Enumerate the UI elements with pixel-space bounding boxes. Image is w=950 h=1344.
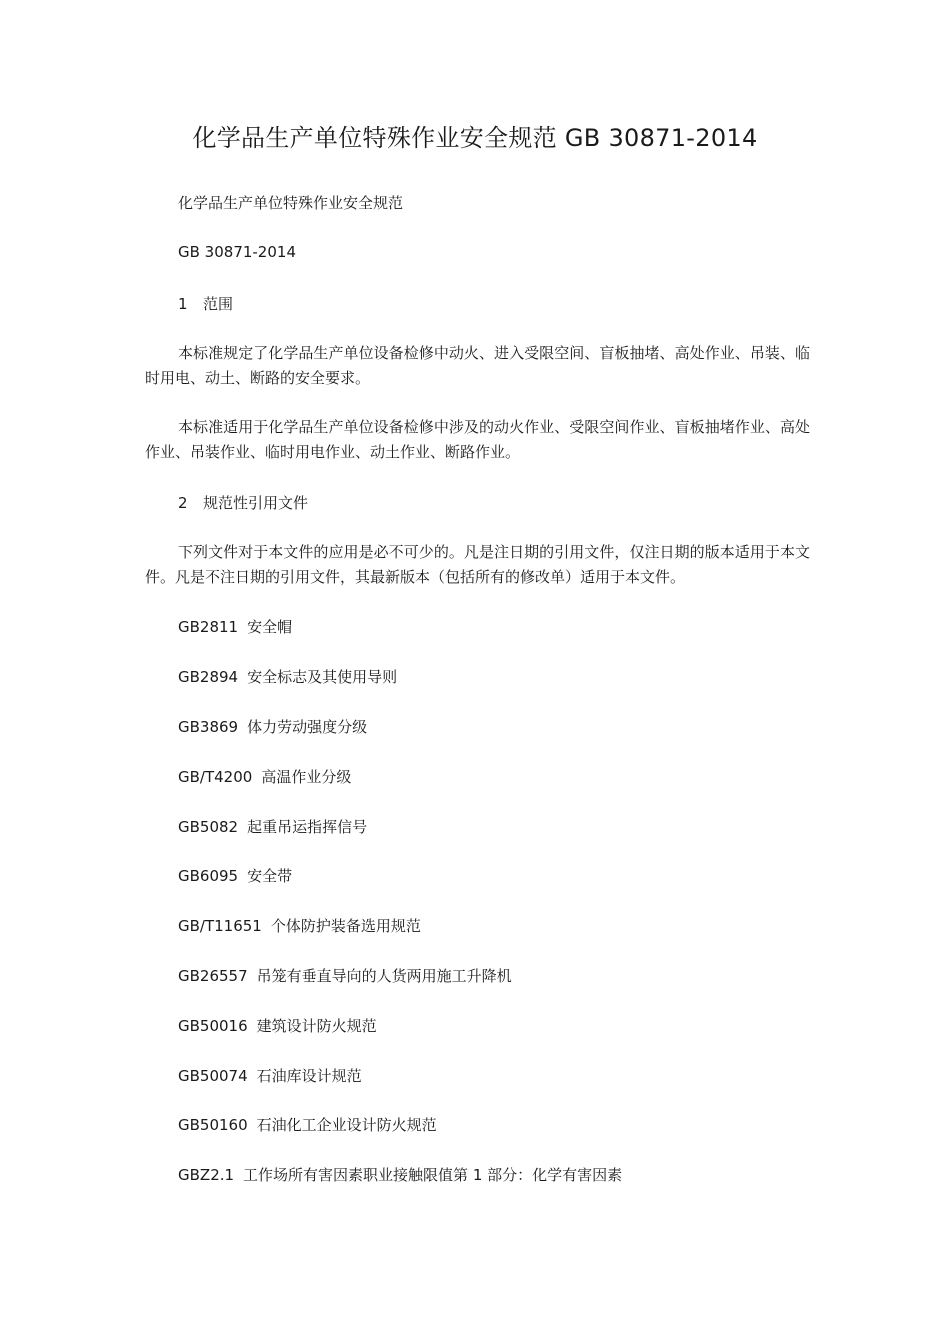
section-title: 规范性引用文件 (203, 494, 309, 512)
reference-title: 石油化工企业设计防火规范 (256, 1116, 437, 1134)
reference-title: 工作场所有害因素职业接触限值第 1 部分：化学有害因素 (243, 1166, 623, 1184)
reference-code: GB50074 (178, 1067, 248, 1085)
reference-code: GB/T4200 (178, 768, 253, 786)
document-subtitle: 化学品生产单位特殊作业安全规范 (178, 194, 404, 212)
reference-code: GB/T11651 (178, 917, 262, 935)
paragraph-scope-2: 本标准适用于化学品生产单位设备检修中涉及的动火作业、受限空间作业、盲板抽堵作业、高处作业、吊装作业、临时用电作业、动土作业、断路作业。 (145, 418, 810, 461)
reference-code: GB50016 (178, 1017, 248, 1035)
reference-title: 个体防护装备选用规范 (270, 917, 421, 935)
reference-item (178, 1114, 437, 1135)
section-number: 1 (178, 295, 188, 313)
reference-code: GB2894 (178, 668, 239, 686)
reference-title: 起重吊运指挥信号 (247, 818, 368, 836)
reference-code: GB26557 (178, 967, 248, 985)
section-number: 2 (178, 494, 188, 512)
paragraph-references-intro: 下列文件对于本文件的应用是必不可少的。凡是注日期的引用文件，仅注日期的版本适用于本文件。凡是不注日期的引用文件，其最新版本（包括所有的修改单）适用于本文件。 (145, 543, 810, 586)
reference-item (178, 865, 292, 886)
document-title: 化学品生产单位特殊作业安全规范 GB 30871-2014 (192, 124, 758, 152)
reference-title: 吊笼有垂直导向的人货两用施工升降机 (256, 967, 512, 985)
reference-code: GB50160 (178, 1116, 248, 1134)
reference-title: 高温作业分级 (261, 768, 352, 786)
reference-item (178, 716, 367, 737)
reference-title: 建筑设计防火规范 (256, 1017, 377, 1035)
reference-item (178, 666, 397, 687)
reference-title: 石油库设计规范 (256, 1067, 362, 1085)
reference-item (178, 1015, 377, 1036)
reference-code: GB5082 (178, 818, 239, 836)
section-1-heading (178, 293, 233, 314)
reference-item (178, 1164, 622, 1185)
reference-item (178, 616, 292, 637)
reference-code: GB2811 (178, 618, 239, 636)
reference-code: GBZ2.1 (178, 1166, 235, 1184)
reference-item (178, 965, 512, 986)
reference-title: 安全帽 (247, 618, 293, 636)
reference-item (178, 816, 367, 837)
reference-code: GB6095 (178, 867, 239, 885)
paragraph-scope-1: 本标准规定了化学品生产单位设备检修中动火、进入受限空间、盲板抽堵、高处作业、吊装、临时用电、动土、断路的安全要求。 (145, 344, 810, 387)
section-title: 范围 (203, 295, 234, 313)
section-2-heading (178, 492, 308, 513)
standard-number: GB 30871-2014 (178, 243, 296, 261)
reference-code: GB3869 (178, 718, 239, 736)
reference-item (178, 766, 351, 787)
reference-item (178, 915, 421, 936)
reference-item (178, 1065, 362, 1086)
reference-title: 体力劳动强度分级 (247, 718, 368, 736)
reference-title: 安全标志及其使用导则 (247, 668, 398, 686)
reference-title: 安全带 (247, 867, 293, 885)
